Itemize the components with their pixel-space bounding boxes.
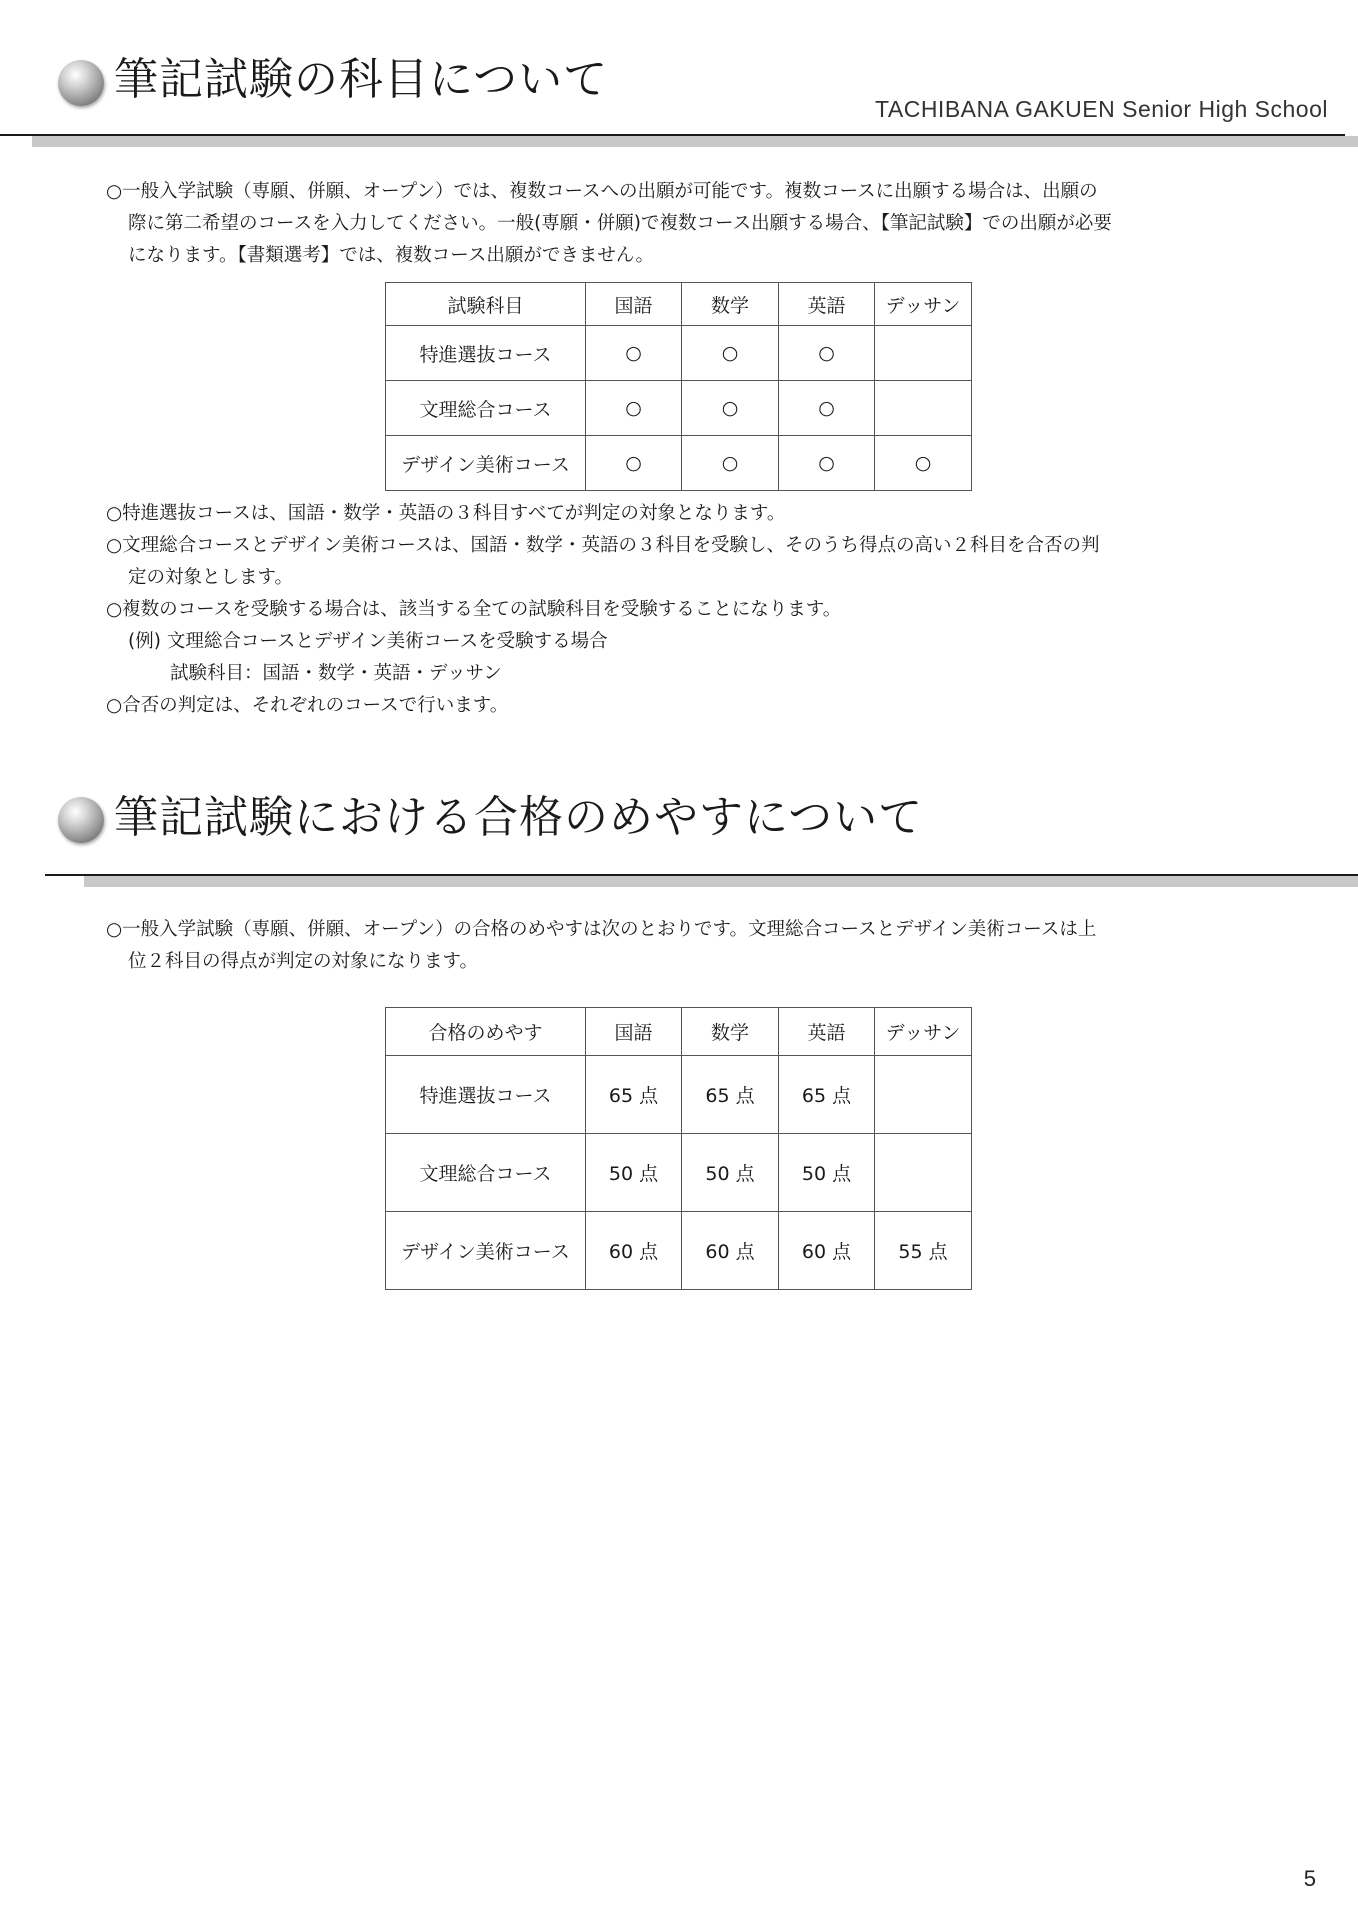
note-line: 定の対象とします。 <box>128 567 294 588</box>
intro-line: になります。【書類選考】では、複数コース出願ができません。 <box>128 245 654 266</box>
passing-score-table <box>385 1007 972 1290</box>
section1-title: 筆記試験の科目について <box>114 54 609 105</box>
header-cell: 英語 <box>779 283 875 326</box>
score-cell: 65 点 <box>586 1056 682 1134</box>
table-row <box>386 436 972 491</box>
table-header-row <box>386 1008 972 1056</box>
header-cell: 試験科目 <box>386 283 586 326</box>
mark-cell: ○ <box>682 436 779 491</box>
mark-cell: ○ <box>586 436 682 491</box>
example-subjects-line: 試験科目：国語・数学・英語・デッサン <box>170 663 502 684</box>
intro-line: 位２科目の得点が判定の対象になります。 <box>128 951 479 972</box>
header-cell: 数学 <box>682 1008 779 1056</box>
note-line: ○合否の判定は、それぞれのコースで行います。 <box>106 695 509 716</box>
mark-cell: ○ <box>586 381 682 436</box>
score-cell: 50 点 <box>586 1134 682 1212</box>
mark-cell: ○ <box>875 436 972 491</box>
header-cell: 国語 <box>586 283 682 326</box>
course-cell: 文理総合コース <box>386 1134 586 1212</box>
table-row <box>386 381 972 436</box>
table-header-row <box>386 283 972 326</box>
table-row <box>386 1056 972 1134</box>
note-line: ○文理総合コースとデザイン美術コースは、国語・数学・英語の３科目を受験し、そのうち得点の高い２科目を合否の判 <box>106 535 1100 556</box>
course-cell: 特進選抜コース <box>386 1056 586 1134</box>
score-cell: 60 点 <box>682 1212 779 1290</box>
mark-cell: ○ <box>682 326 779 381</box>
header-cell: デッサン <box>875 283 972 326</box>
table-row <box>386 1212 972 1290</box>
mark-cell <box>875 326 972 381</box>
score-cell: 65 点 <box>779 1056 875 1134</box>
header-cell: 数学 <box>682 283 779 326</box>
score-cell: 60 点 <box>779 1212 875 1290</box>
header-cell: 英語 <box>779 1008 875 1056</box>
header-cell: 合格のめやす <box>386 1008 586 1056</box>
table-row <box>386 1134 972 1212</box>
score-cell <box>875 1134 972 1212</box>
intro-line: 際に第二希望のコースを入力してください。一般(専願・併願)で複数コース出願する場合、【筆記試験】での出願が必要 <box>128 213 1112 234</box>
header-shadow-rule <box>32 136 1358 147</box>
school-name: TACHIBANA GAKUEN Senior High School <box>875 96 1328 122</box>
note-line: ○特進選抜コースは、国語・数学・英語の３科目すべてが判定の対象となります。 <box>106 503 786 524</box>
mark-cell: ○ <box>779 436 875 491</box>
mark-cell: ○ <box>779 381 875 436</box>
section2-intro <box>106 914 1256 978</box>
intro-line: ○一般入学試験（専願、併願、オープン）の合格のめやすは次のとおりです。文理総合コースとデザイン美術コースは上 <box>106 919 1097 940</box>
course-cell: デザイン美術コース <box>386 436 586 491</box>
mark-cell: ○ <box>682 381 779 436</box>
mark-cell: ○ <box>779 326 875 381</box>
example-line: (例) 文理総合コースとデザイン美術コースを受験する場合 <box>128 631 608 652</box>
score-cell <box>875 1056 972 1134</box>
section1-notes <box>106 498 1256 722</box>
header-cell: デッサン <box>875 1008 972 1056</box>
score-cell: 50 点 <box>682 1134 779 1212</box>
score-cell: 60 点 <box>586 1212 682 1290</box>
section2-title: 筆記試験における合格のめやすについて <box>114 792 924 843</box>
score-cell: 50 点 <box>779 1134 875 1212</box>
course-cell: 特進選抜コース <box>386 326 586 381</box>
section-bullet-icon <box>58 797 104 843</box>
score-cell: 65 点 <box>682 1056 779 1134</box>
section1-intro <box>106 176 1256 272</box>
course-cell: 文理総合コース <box>386 381 586 436</box>
note-line: ○複数のコースを受験する場合は、該当する全ての試験科目を受験することになります。 <box>106 599 842 620</box>
mark-cell: ○ <box>586 326 682 381</box>
table-row <box>386 326 972 381</box>
section2-shadow-rule <box>84 876 1358 887</box>
page-number: 5 <box>1303 1866 1316 1891</box>
score-cell: 55 点 <box>875 1212 972 1290</box>
intro-line: ○一般入学試験（専願、併願、オープン）では、複数コースへの出願が可能です。複数コースに出願する場合は、出願の <box>106 181 1098 202</box>
header-cell: 国語 <box>586 1008 682 1056</box>
section-bullet-icon <box>58 60 104 106</box>
course-cell: デザイン美術コース <box>386 1212 586 1290</box>
subjects-table <box>385 282 972 491</box>
mark-cell <box>875 381 972 436</box>
